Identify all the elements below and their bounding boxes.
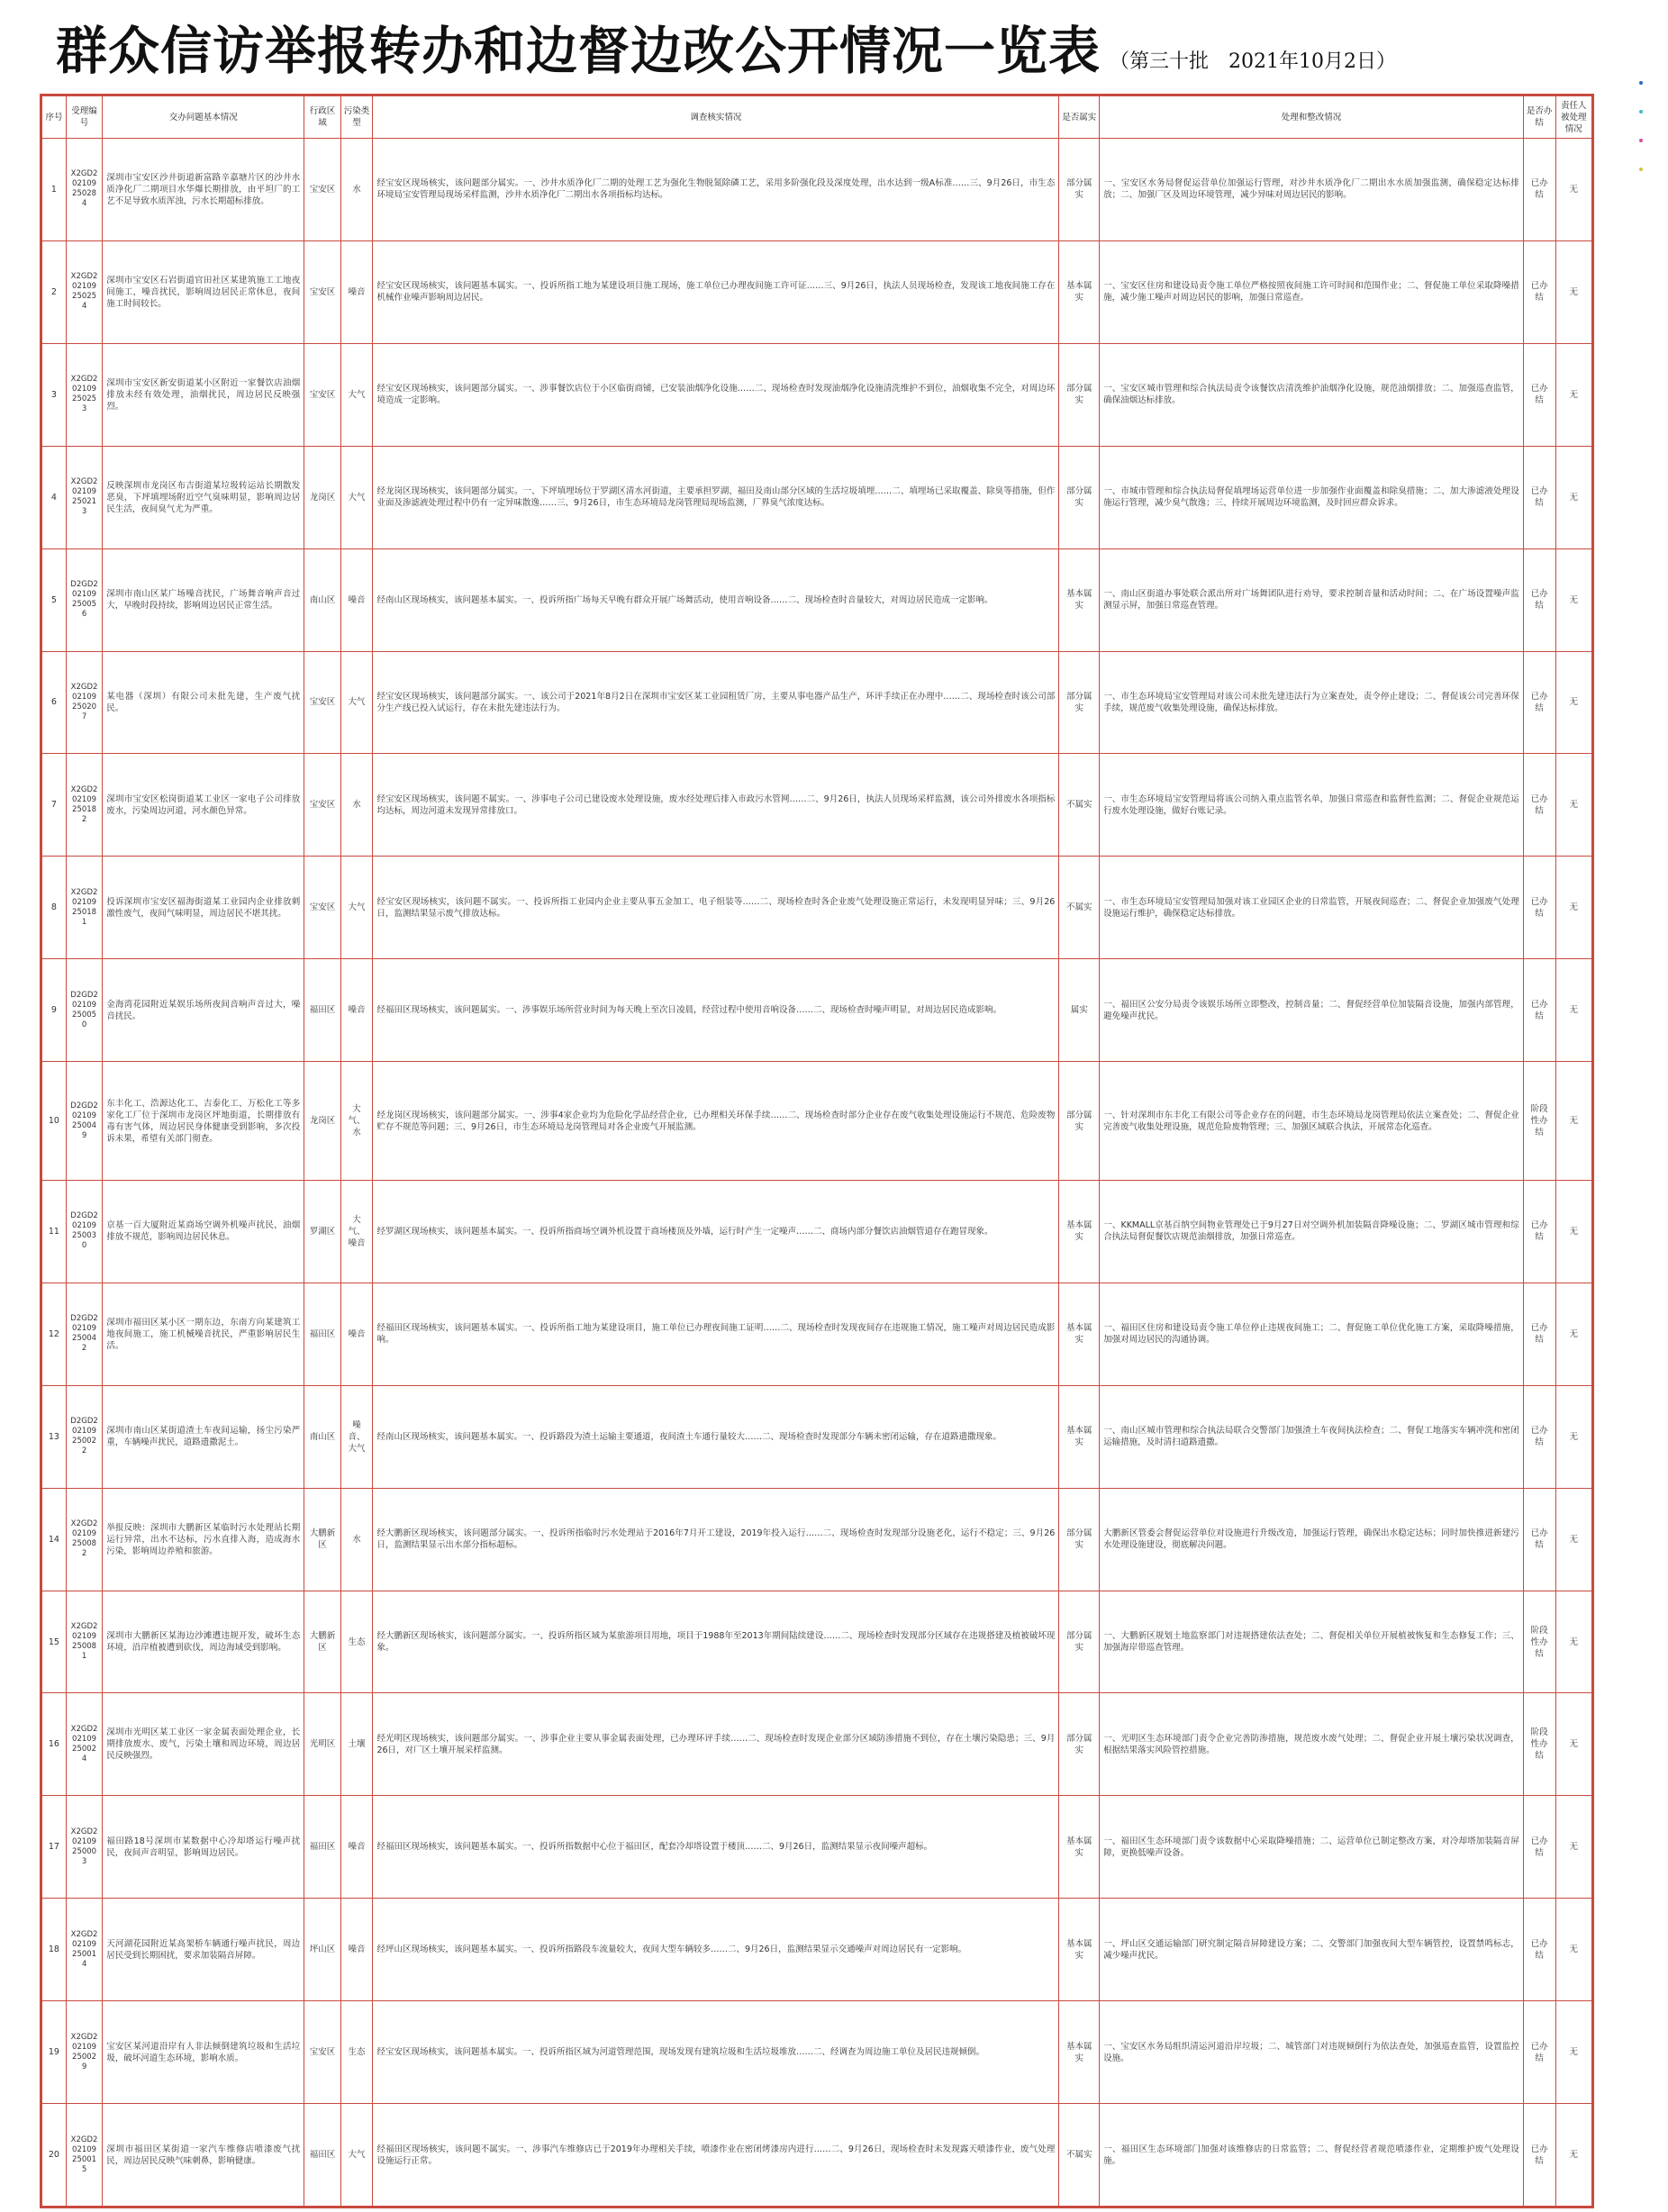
row-closed: 已办结 [1523,754,1555,857]
row-pollution: 噪音、大气 [340,1385,373,1488]
row-verified: 不属实 [1059,754,1100,857]
row-district: 大鹏新区 [304,1488,340,1591]
row-investigation: 经宝安区现场核实，该问题基本属实。一、投诉所指工地为某建设项目施工现场，施工单位已办理夜间施工许可证……三、9月26日，执法人员现场检查，发现该工地夜间施工存在机械作业噪声影响周边居民。 [373,240,1059,343]
row-closed: 已办结 [1523,446,1555,548]
row-num: 15 [42,1591,67,1693]
row-verified: 部分属实 [1059,1693,1100,1796]
row-verified: 部分属实 [1059,1591,1100,1693]
row-investigation: 经福田区现场核实，该问题基本属实。一、投诉所指数据中心位于福田区，配套冷却塔设置于楼顶……二、9月26日，监测结果显示夜间噪声超标。 [373,1796,1059,1899]
row-investigation: 经罗湖区现场核实，该问题基本属实。一、投诉所指商场空调外机设置于商场楼顶及外墙，运行时产生一定噪声……二、商场内部分餐饮店油烟管道存在跑冒现象。 [373,1180,1059,1283]
dot-icon [1639,168,1643,171]
row-verified: 基本属实 [1059,1899,1100,2001]
row-accountability: 无 [1555,1693,1591,1796]
row-investigation: 经福田区现场核实，该问题基本属实。一、投诉所指工地为某建设项目，施工单位已办理夜间施工证明……二、现场检查时发现夜间存在违规施工情况，施工噪声对周边居民造成影响。 [373,1283,1059,1385]
row-verified: 部分属实 [1059,1062,1100,1181]
row-accountability: 无 [1555,1283,1591,1385]
row-investigation: 经坪山区现场核实，该问题基本属实。一、投诉所指路段车流量较大，夜间大型车辆较多……二、9月26日，监测结果显示交通噪声对周边居民有一定影响。 [373,1899,1059,2001]
row-code: X2GD202109250015 [66,2104,102,2207]
row-district: 宝安区 [304,754,340,857]
row-code: X2GD202109250213 [66,446,102,548]
page-title: 群众信访举报转办和边督边改公开情况一览表 [56,22,1101,81]
row-num: 19 [42,2001,67,2104]
row-handling: 一、宝安区城市管理和综合执法局责令该餐饮店清洗维护油烟净化设施，规范油烟排放；二、加强巡查监管，确保油烟达标排放。 [1100,343,1524,446]
row-investigation: 经福田区现场核实，该问题属实。一、涉事娱乐场所营业时间为每天晚上至次日凌晨，经营过程中使用音响设备……二、现场检查时噪声明显，对周边居民造成影响。 [373,959,1059,1062]
row-district: 宝安区 [304,2001,340,2104]
row-handling: 一、宝安区水务局督促运营单位加强运行管理，对沙井水质净化厂二期出水水质加强监测，确保稳定达标排放；二、加强厂区及周边环境管理，减少异味对周边居民的影响。 [1100,139,1524,241]
row-accountability: 无 [1555,1591,1591,1693]
row-accountability: 无 [1555,1899,1591,2001]
row-district: 福田区 [304,1796,340,1899]
row-num: 7 [42,754,67,857]
row-code: X2GD202109250181 [66,857,102,959]
row-handling: 大鹏新区管委会督促运营单位对设施进行升级改造，加强运行管理，确保出水稳定达标；同时加快推进新建污水处理设施建设，彻底解决问题。 [1100,1488,1524,1591]
row-closed: 已办结 [1523,857,1555,959]
row-issue: 深圳市宝安区沙井街道新富路辛嘉塘片区的沙井水质净化厂二期项目水华爆长期排放，由平坦厂的工艺不足导致水质浑浊，污水长期超标排放。 [103,139,304,241]
row-accountability: 无 [1555,1385,1591,1488]
table-row [42,959,1592,1062]
row-verified: 部分属实 [1059,139,1100,241]
row-verified: 基本属实 [1059,1283,1100,1385]
row-accountability: 无 [1555,240,1591,343]
row-verified: 部分属实 [1059,343,1100,446]
row-investigation: 经宝安区现场核实，该问题部分属实。一、该公司于2021年8月2日在深圳市宝安区某工业园租赁厂房，主要从事电器产品生产，环评手续正在办理中……二、现场检查时该公司部分生产线已投入试运行，存在未批先建违法行为。 [373,651,1059,754]
row-pollution: 生态 [340,1591,373,1693]
col-header-district: 行政区域 [304,96,340,139]
row-code: D2GD202109250030 [66,1180,102,1283]
row-handling: 一、针对深圳市东丰化工有限公司等企业存在的问题，市生态环境局龙岗管理局依法立案查处；二、督促企业完善废气收集处理设施，规范危险废物管理；三、加强区域联合执法，开展常态化巡查。 [1100,1062,1524,1181]
row-code: X2GD202109250029 [66,2001,102,2104]
row-closed: 已办结 [1523,1385,1555,1488]
row-code: X2GD202109250082 [66,1488,102,1591]
row-closed: 已办结 [1523,548,1555,651]
row-accountability: 无 [1555,857,1591,959]
row-pollution: 大气 [340,857,373,959]
row-pollution: 生态 [340,2001,373,2104]
row-verified: 基本属实 [1059,2001,1100,2104]
row-verified: 基本属实 [1059,548,1100,651]
row-district: 福田区 [304,959,340,1062]
row-issue: 深圳市福田区某街道一家汽车维修店喷漆废气扰民，周边居民反映气味刺鼻，影响健康。 [103,2104,304,2207]
row-investigation: 经宝安区现场核实，该问题部分属实。一、沙井水质净化厂二期的处理工艺为强化生物脱氮除磷工艺，采用多阶强化段及深度处理，出水达到一级A标准……三、9月26日，市生态环境局宝安管理局现场采样监测，沙井水质净化厂二期出水各项指标均达标。 [373,139,1059,241]
row-handling: 一、大鹏新区规划土地监察部门对违规搭建依法查处；二、督促相关单位开展植被恢复和生态修复工作；三、加强海岸带巡查管理。 [1100,1591,1524,1693]
row-verified: 基本属实 [1059,1796,1100,1899]
row-district: 龙岗区 [304,446,340,548]
table-row [42,2104,1592,2207]
row-num: 12 [42,1283,67,1385]
table-row [42,1062,1592,1181]
row-handling: 一、坪山区交通运输部门研究制定隔音屏障建设方案；二、交警部门加强夜间大型车辆管控，设置禁鸣标志，减少噪声扰民。 [1100,1899,1524,2001]
table-row [42,139,1592,241]
row-verified: 部分属实 [1059,446,1100,548]
row-issue: 反映深圳市龙岗区布吉街道某垃圾转运站长期散发恶臭，下坪填埋场附近空气臭味明显，影响周边居民生活，夜间臭气尤为严重。 [103,446,304,548]
report-table-frame [40,94,1594,2208]
row-handling: 一、福田区生态环境部门责令该数据中心采取降噪措施；二、运营单位已制定整改方案，对冷却塔加装隔音屏障，更换低噪声设备。 [1100,1796,1524,1899]
row-district: 光明区 [304,1693,340,1796]
dot-icon [1639,139,1643,142]
col-header-num: 序号 [42,96,67,139]
row-handling: 一、南山区城市管理和综合执法局联合交警部门加强渣土车夜间执法检查；二、督促工地落实车辆冲洗和密闭运输措施，及时清扫道路遗撒。 [1100,1385,1524,1488]
row-verified: 基本属实 [1059,1385,1100,1488]
row-issue: 深圳市南山区某广场噪音扰民，广场舞音响声音过大，早晚时段持续，影响周边居民正常生活。 [103,548,304,651]
row-verified: 基本属实 [1059,240,1100,343]
row-num: 10 [42,1062,67,1181]
row-code: X2GD202109250207 [66,651,102,754]
row-accountability: 无 [1555,1180,1591,1283]
row-investigation: 经宝安区现场核实，该问题部分属实。一、涉事餐饮店位于小区临街商铺，已安装油烟净化设施……二、现场检查时发现油烟净化设施清洗维护不到位，油烟收集不完全，对周边环境造成一定影响。 [373,343,1059,446]
table-row [42,2001,1592,2104]
row-num: 9 [42,959,67,1062]
row-pollution: 噪音 [340,959,373,1062]
row-code: X2GD202109250081 [66,1591,102,1693]
row-num: 2 [42,240,67,343]
row-pollution: 噪音 [340,1283,373,1385]
report-table [41,95,1592,2207]
table-row [42,548,1592,651]
row-issue: 宝安区某河道沿岸有人非法倾倒建筑垃圾和生活垃圾，破坏河道生态环境，影响水质。 [103,2001,304,2104]
row-closed: 已办结 [1523,1899,1555,2001]
row-issue: 深圳市福田区某小区一期东边，东南方向某建筑工地夜间施工，施工机械噪音扰民，严重影响居民生活。 [103,1283,304,1385]
row-issue: 金海湾花园附近某娱乐场所夜间音响声音过大，噪音扰民。 [103,959,304,1062]
row-issue: 投诉深圳市宝安区福海街道某工业园内企业排放刺激性废气，夜间气味明显，周边居民不堪其扰。 [103,857,304,959]
row-code: D2GD202109250056 [66,548,102,651]
row-num: 8 [42,857,67,959]
row-code: X2GD202109250003 [66,1796,102,1899]
row-closed: 已办结 [1523,2001,1555,2104]
row-accountability: 无 [1555,446,1591,548]
row-handling: 一、福田区公安分局责令该娱乐场所立即整改，控制音量；二、督促经营单位加装隔音设施，加强内部管理，避免噪声扰民。 [1100,959,1524,1062]
row-accountability: 无 [1555,343,1591,446]
row-num: 18 [42,1899,67,2001]
col-header-investigation: 调查核实情况 [373,96,1059,139]
row-pollution: 噪音 [340,1899,373,2001]
row-pollution: 土壤 [340,1693,373,1796]
row-handling: 一、市生态环境局宝安管理局将该公司纳入重点监管名单，加强日常巡查和监督性监测；二、督促企业规范运行废水处理设施，做好台账记录。 [1100,754,1524,857]
table-row [42,1591,1592,1693]
row-district: 宝安区 [304,343,340,446]
row-pollution: 大气、噪音 [340,1180,373,1283]
row-closed: 已办结 [1523,959,1555,1062]
row-num: 20 [42,2104,67,2207]
row-code: X2GD202109250254 [66,240,102,343]
row-code: D2GD202109250022 [66,1385,102,1488]
row-pollution: 噪音 [340,240,373,343]
row-num: 11 [42,1180,67,1283]
row-accountability: 无 [1555,1796,1591,1899]
side-dots [1639,81,1650,196]
row-handling: 一、宝安区水务局组织清运河道沿岸垃圾；二、城管部门对违规倾倒行为依法查处，加强巡查监管，设置监控设施。 [1100,2001,1524,2104]
row-issue: 深圳市宝安区石岩街道官田社区某建筑施工工地夜间施工，噪音扰民，影响周边居民正常休息，夜间施工时间较长。 [103,240,304,343]
row-accountability: 无 [1555,548,1591,651]
row-verified: 部分属实 [1059,1488,1100,1591]
row-district: 南山区 [304,1385,340,1488]
row-investigation: 经南山区现场核实，该问题基本属实。一、投诉所指广场每天早晚有群众开展广场舞活动，使用音响设备……二、现场检查时音量较大，对周边居民造成一定影响。 [373,548,1059,651]
row-district: 福田区 [304,2104,340,2207]
row-handling: 一、福田区生态环境部门加强对该维修店的日常监管；二、督促经营者规范喷漆作业，定期维护废气处理设施。 [1100,2104,1524,2207]
row-pollution: 大气 [340,343,373,446]
row-pollution: 大气 [340,2104,373,2207]
dot-icon [1639,110,1643,113]
row-verified: 不属实 [1059,857,1100,959]
row-handling: 一、宝安区住房和建设局责令施工单位严格按照夜间施工许可时间和范围作业；二、督促施工单位采取降噪措施，减少施工噪声对周边居民的影响，加强日常巡查。 [1100,240,1524,343]
row-issue: 深圳市光明区某工业区一家金属表面处理企业，长期排放废水、废气，污染土壤和周边环境，周边居民反映强烈。 [103,1693,304,1796]
row-handling: 一、市生态环境局宝安管理局加强对该工业园区企业的日常监管，开展夜间巡查；二、督促企业加强废气处理设施运行维护，确保稳定达标排放。 [1100,857,1524,959]
row-accountability: 无 [1555,959,1591,1062]
row-num: 16 [42,1693,67,1796]
row-pollution: 噪音 [340,1796,373,1899]
row-district: 宝安区 [304,139,340,241]
row-district: 罗湖区 [304,1180,340,1283]
row-district: 南山区 [304,548,340,651]
row-accountability: 无 [1555,2104,1591,2207]
table-row [42,651,1592,754]
row-issue: 深圳市宝安区松岗街道某工业区一家电子公司排放废水，污染周边河道，河水颜色异常。 [103,754,304,857]
row-investigation: 经宝安区现场核实，该问题基本属实。一、投诉所指区域为河道管理范围，现场发现有建筑垃圾和生活垃圾堆放……二、经调查为周边施工单位及居民违规倾倒。 [373,2001,1059,2104]
table-row [42,1899,1592,2001]
row-closed: 已办结 [1523,343,1555,446]
row-issue: 深圳市南山区某街道渣土车夜间运输，扬尘污染严重，车辆噪声扰民，道路遗撒泥土。 [103,1385,304,1488]
row-handling: 一、市生态环境局宝安管理局对该公司未批先建违法行为立案查处，责令停止建设；二、督促该公司完善环保手续，规范废气收集处理设施，确保达标排放。 [1100,651,1524,754]
row-investigation: 经南山区现场核实，该问题基本属实。一、投诉路段为渣土运输主要通道，夜间渣土车通行量较大……二、现场检查时发现部分车辆未密闭运输，存在道路遗撒现象。 [373,1385,1059,1488]
row-closed: 已办结 [1523,240,1555,343]
table-row [42,754,1592,857]
row-num: 13 [42,1385,67,1488]
row-investigation: 经龙岗区现场核实，该问题部分属实。一、涉事4家企业均为危险化学品经营企业，已办理相关环保手续……二、现场检查时部分企业存在废气收集处理设施运行不规范、危险废物贮存不规范等问题；三、9月26日，市生态环境局龙岗管理局对各企业废气开展监测。 [373,1062,1059,1181]
row-num: 1 [42,139,67,241]
col-header-code: 受理编号 [66,96,102,139]
row-code: X2GD202109250253 [66,343,102,446]
table-row [42,1385,1592,1488]
table-header-row [42,96,1592,139]
row-num: 17 [42,1796,67,1899]
row-verified: 部分属实 [1059,651,1100,754]
row-code: D2GD202109250050 [66,959,102,1062]
row-handling: 一、市城市管理和综合执法局督促填埋场运营单位进一步加强作业面覆盖和除臭措施；二、加大渗滤液处理设施运行管理，减少臭气散逸；三、持续开展周边环境监测，及时回应群众诉求。 [1100,446,1524,548]
row-district: 大鹏新区 [304,1591,340,1693]
header [56,16,1587,79]
col-header-closed: 是否办结 [1523,96,1555,139]
row-district: 宝安区 [304,857,340,959]
row-handling: 一、福田区住房和建设局责令施工单位停止违规夜间施工；二、督促施工单位优化施工方案，采取降噪措施，加强对周边居民的沟通协调。 [1100,1283,1524,1385]
row-accountability: 无 [1555,754,1591,857]
row-closed: 已办结 [1523,1796,1555,1899]
table-row [42,1283,1592,1385]
row-closed: 已办结 [1523,2104,1555,2207]
dot-icon [1639,81,1643,85]
row-issue: 某电器（深圳）有限公司未批先建，生产废气扰民。 [103,651,304,754]
row-code: X2GD202109250024 [66,1693,102,1796]
row-code: D2GD202109250049 [66,1062,102,1181]
table-row [42,240,1592,343]
row-investigation: 经大鹏新区现场核实，该问题部分属实。一、投诉所指区域为某旅游项目用地，项目于1988年至2013年期间陆续建设……二、现场检查时发现部分区域存在违规搭建及植被破坏现象。 [373,1591,1059,1693]
row-closed: 阶段性办结 [1523,1062,1555,1181]
row-issue: 福田路18号深圳市某数据中心冷却塔运行噪声扰民，夜间声音明显，影响周边居民。 [103,1796,304,1899]
row-issue: 京基一百大厦附近某商场空调外机噪声扰民，油烟排放不规范，影响周边居民休息。 [103,1180,304,1283]
row-accountability: 无 [1555,2001,1591,2104]
row-accountability: 无 [1555,1062,1591,1181]
row-district: 坪山区 [304,1899,340,2001]
row-pollution: 大气 [340,446,373,548]
row-investigation: 经光明区现场核实，该问题部分属实。一、涉事企业主要从事金属表面处理，已办理环评手续……二、现场检查时发现企业部分区域防渗措施不到位，存在土壤污染隐患；三、9月26日，对厂区土壤开展采样监测。 [373,1693,1059,1796]
row-issue: 东丰化工、浩源达化工、吉泰化工、万松化工等多家化工厂位于深圳市龙岗区坪地街道，长期排放有毒有害气体，周边居民身体健康受到影响，多次投诉未果，希望有关部门彻查。 [103,1062,304,1181]
row-accountability: 无 [1555,1488,1591,1591]
row-pollution: 水 [340,1488,373,1591]
row-closed: 已办结 [1523,1180,1555,1283]
row-accountability: 无 [1555,139,1591,241]
page-subtitle: （第三十批 2021年10月2日） [1110,50,1396,73]
row-handling: 一、南山区街道办事处联合派出所对广场舞团队进行劝导，要求控制音量和活动时间；二、在广场设置噪声监测显示屏，加强日常巡查管理。 [1100,548,1524,651]
row-district: 福田区 [304,1283,340,1385]
row-issue: 举报反映：深圳市大鹏新区某临时污水处理站长期运行异常，出水不达标，污水直排入海，造成海水污染，影响周边养殖和旅游。 [103,1488,304,1591]
row-investigation: 经宝安区现场核实，该问题不属实。一、投诉所指工业园内企业主要从事五金加工、电子组装等……二、现场检查时各企业废气处理设施正常运行，未发现明显异味；三、9月26日，监测结果显示废气排放达标。 [373,857,1059,959]
row-num: 6 [42,651,67,754]
row-closed: 已办结 [1523,139,1555,241]
row-handling: 一、KKMALL京基百纳空间物业管理处已于9月27日对空调外机加装隔音降噪设施；二、罗湖区城市管理和综合执法局督促餐饮店规范油烟排放，加强日常巡查。 [1100,1180,1524,1283]
row-investigation: 经福田区现场核实，该问题不属实。一、涉事汽车维修店已于2019年办理相关手续，喷漆作业在密闭烤漆房内进行……二、9月26日，现场检查时未发现露天喷漆作业，废气处理设施运行正常。 [373,2104,1059,2207]
row-district: 宝安区 [304,240,340,343]
row-pollution: 大气、水 [340,1062,373,1181]
row-verified: 不属实 [1059,2104,1100,2207]
row-investigation: 经宝安区现场核实，该问题不属实。一、涉事电子公司已建设废水处理设施，废水经处理后排入市政污水管网……二、9月26日，执法人员现场采样监测，该公司外排废水各项指标均达标，周边河道未发现异常排放口。 [373,754,1059,857]
col-header-pollution: 污染类型 [340,96,373,139]
row-closed: 已办结 [1523,1488,1555,1591]
row-code: X2GD202109250182 [66,754,102,857]
table-row [42,343,1592,446]
table-row [42,1796,1592,1899]
row-closed: 阶段性办结 [1523,1693,1555,1796]
col-header-accountability: 责任人被处理情况 [1555,96,1591,139]
row-pollution: 大气 [340,651,373,754]
col-header-handling: 处理和整改情况 [1100,96,1524,139]
table-row [42,1180,1592,1283]
row-num: 4 [42,446,67,548]
row-verified: 属实 [1059,959,1100,1062]
row-district: 龙岗区 [304,1062,340,1181]
row-handling: 一、光明区生态环境部门责令企业完善防渗措施，规范废水废气处理；二、督促企业开展土壤污染状况调查，根据结果落实风险管控措施。 [1100,1693,1524,1796]
row-pollution: 水 [340,754,373,857]
row-investigation: 经龙岗区现场核实，该问题部分属实。一、下坪填埋场位于罗湖区清水河街道，主要承担罗湖、福田及南山部分区域的生活垃圾填埋……二、填埋场已采取覆盖、除臭等措施，但作业面及渗滤液处理过程中仍有一定异味散逸……三、9月26日，市生态环境局龙岗管理局现场监测，厂界臭气浓度达标。 [373,446,1059,548]
row-code: X2GD202109250284 [66,139,102,241]
row-pollution: 噪音 [340,548,373,651]
table-row [42,1488,1592,1591]
row-code: D2GD202109250042 [66,1283,102,1385]
row-closed: 已办结 [1523,1283,1555,1385]
table-row [42,857,1592,959]
row-investigation: 经大鹏新区现场核实，该问题部分属实。一、投诉所指临时污水处理站于2016年7月开工建设，2019年投入运行……二、现场检查时发现部分设施老化，运行不稳定；三、9月26日，监测结果显示出水部分指标超标。 [373,1488,1059,1591]
row-issue: 天河湖花园附近某高架桥车辆通行噪声扰民，周边居民受到长期困扰，要求加装隔音屏障。 [103,1899,304,2001]
row-code: X2GD202109250014 [66,1899,102,2001]
row-pollution: 水 [340,139,373,241]
row-accountability: 无 [1555,651,1591,754]
row-issue: 深圳市大鹏新区某海边沙滩遭违规开发，破坏生态环境，沿岸植被遭到砍伐，周边海域受到影响。 [103,1591,304,1693]
table-row [42,446,1592,548]
row-num: 5 [42,548,67,651]
col-header-verified: 是否属实 [1059,96,1100,139]
row-verified: 基本属实 [1059,1180,1100,1283]
row-issue: 深圳市宝安区新安街道某小区附近一家餐饮店油烟排放未经有效处理，油烟扰民，周边居民反映强烈。 [103,343,304,446]
row-closed: 阶段性办结 [1523,1591,1555,1693]
row-district: 宝安区 [304,651,340,754]
row-closed: 已办结 [1523,651,1555,754]
table-row [42,1693,1592,1796]
row-num: 3 [42,343,67,446]
row-num: 14 [42,1488,67,1591]
col-header-issue: 交办问题基本情况 [103,96,304,139]
